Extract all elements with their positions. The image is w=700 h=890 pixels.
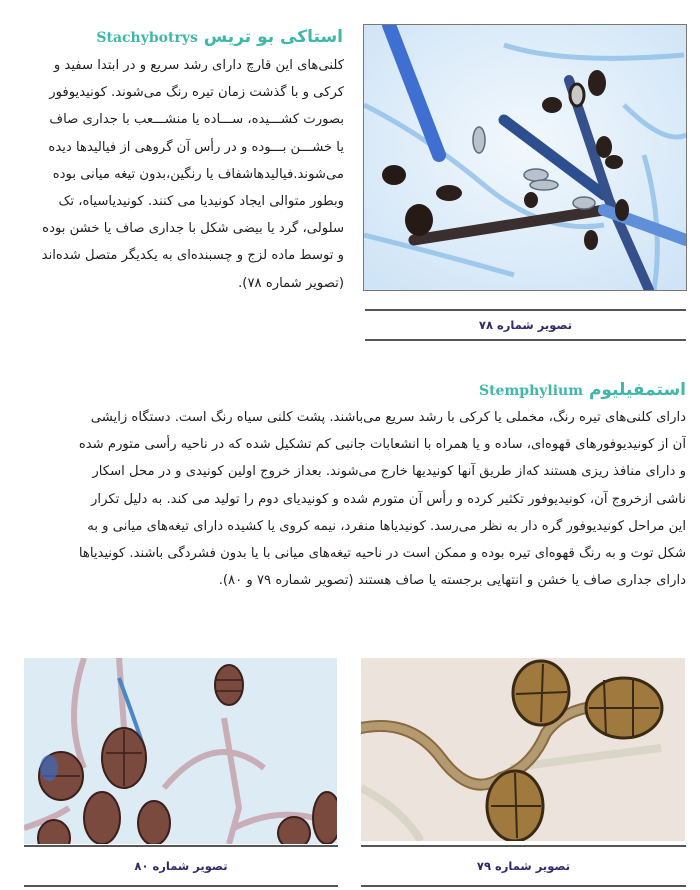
figure-79-caption-text: تصویر شماره ۷۹ (476, 859, 571, 873)
figure-80-micrograph (24, 658, 337, 844)
paragraph-line: این مراحل کونیدیوفور گره دار به نظر می‌رسد. کونیدیاها منفرد، نیمه کروی یا کشیده دارای تیغه‌های میانی و به (87, 518, 686, 534)
paragraph-line: و دارای منافذ ریزی هستند که‌از طریق آنها کونیدیها خارج می‌شوند. بعداز خروج اولین کونیدی و در محل اسکار (92, 464, 686, 480)
figure-79-caption (361, 845, 686, 887)
paragraph-line: دارای جداری صاف یا خشن و انتهایی برجسته یا صاف هستند (تصویر شماره ۷۹ و ۸۰). (218, 573, 686, 589)
figure-78-caption (365, 309, 686, 341)
paragraph-line: کلنی‌های این قارچ دارای رشد سریع و در ابتدا سفید و (53, 58, 344, 73)
stachybotrys-title-fa: استاکی بو تریس (203, 27, 343, 47)
paragraph-line: بصورت کشـــیده، ســـاده یا منشـــعب با جداری صاف (49, 112, 344, 128)
paragraph-line: شکل توت و به رنگ قهوه‌ای تیره بوده و ممکن است در ناحیه تیغه‌های میانی با یا بدون فشردگی باشند. کونیدیاها (78, 546, 686, 562)
stemphylium-title-fa: استمفیلیوم (588, 380, 686, 400)
figure-80-caption (24, 845, 338, 887)
figure-78-micrograph (363, 24, 687, 291)
stachybotrys-title-latin: Stachybotrys (96, 30, 198, 46)
stachybotrys-title (96, 26, 343, 49)
stachybotrys-micrograph-image (364, 25, 686, 290)
figure-78-caption-text: تصویر شماره ۷۸ (478, 318, 573, 332)
paragraph-line: دارای کلنی‌های تیره رنگ، مخملی یا کرکی با رشد سریع می‌باشند. پشت کلنی سیاه رنگ است. دستگاه زایشی (90, 410, 686, 425)
paragraph-line: می‌شوند.فیالیدهاشفاف یا رنگین،بدون تیغه میانی بوده (52, 166, 344, 182)
paragraph-line: وبطور متوالی ایجاد کونیدیا می کنند. کونیدیاسیاه، تک (58, 194, 344, 210)
stemphylium-blue-micrograph-image (24, 658, 337, 844)
paragraph-line: سلولی، گرد یا بیضی شکل با جداری صاف یا خشن بوده (42, 221, 344, 237)
paragraph-line: و توسط ماده لزج و چسبنده‌ای به یکدیگر متصل شده‌اند (41, 248, 344, 264)
paragraph-line: کرکی و با گذشت زمان تیره رنگ می‌شوند. کونیدیوفور (49, 85, 344, 101)
paragraph-line: ناشی ازخروج آن، کونیدیوفور تکثیر کرده و رأس آن متورم شده و کونیدیای دوم را تولید می کند. به دلیل تکرار (91, 491, 686, 507)
figure-80-caption-text: تصویر شماره ۸۰ (134, 859, 228, 873)
stachybotrys-paragraph (14, 52, 344, 297)
paragraph-line: آن از کونیدیوفورهای قهوه‌ای، ساده و یا همراه با انشعابات جانبی کم تشکیل شده که در ناحیه رأسی متورم شده (78, 437, 686, 453)
stemphylium-title (479, 379, 686, 402)
stemphylium-title-latin: Stemphylium (478, 383, 584, 399)
stemphylium-paragraph (14, 404, 686, 594)
figure-79-micrograph (361, 658, 685, 841)
paragraph-line: یا خشـــن بـــوده و در رأس آن گروهی از فیالیدها دیده (48, 139, 344, 155)
paragraph-line: (تصویر شماره ۷۸). (238, 275, 344, 291)
stemphylium-brown-micrograph-image (361, 658, 685, 841)
